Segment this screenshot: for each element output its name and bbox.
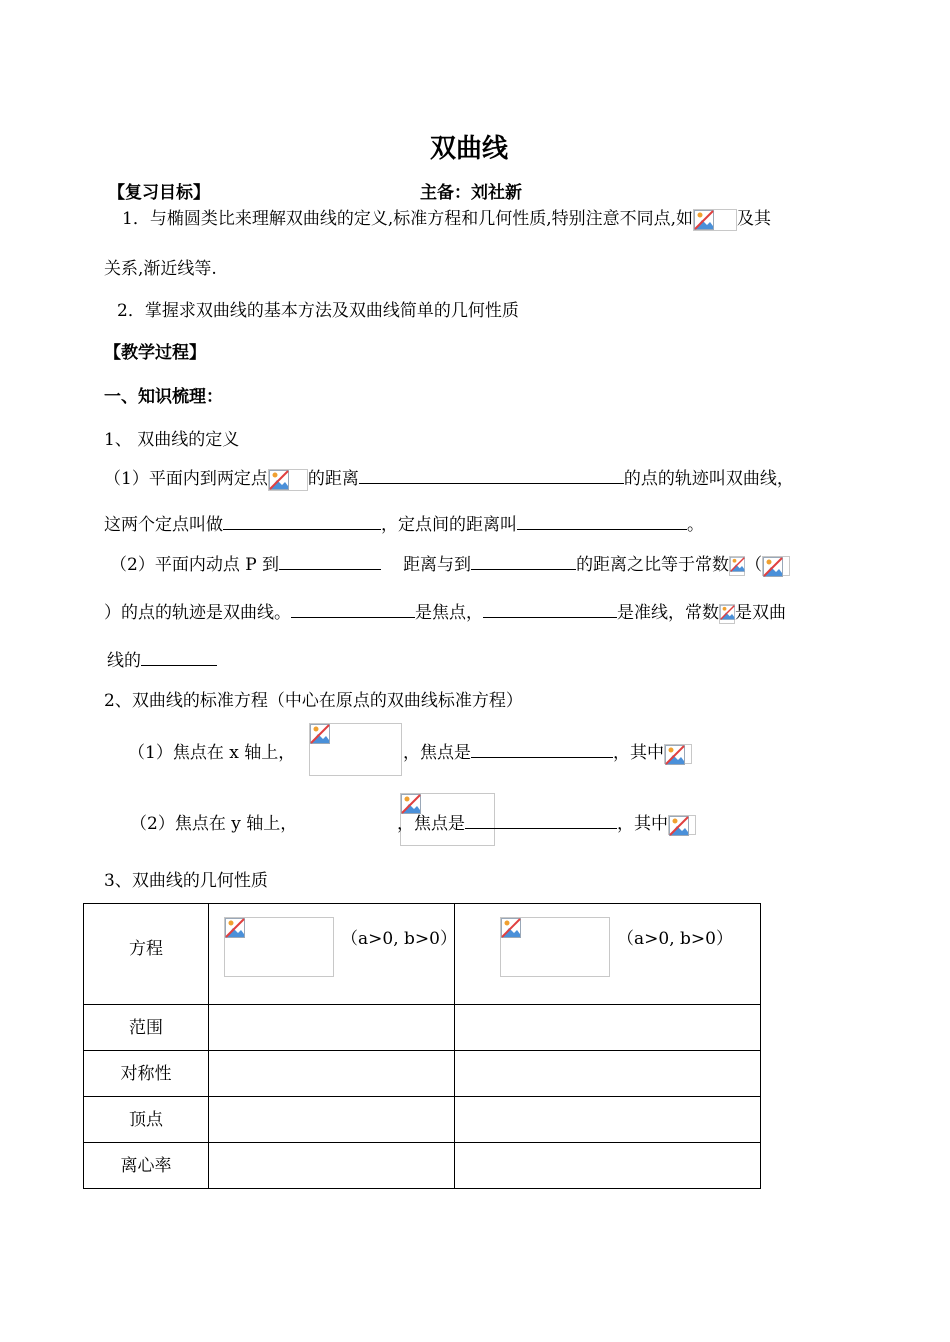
fill-blank[interactable] — [223, 511, 381, 530]
formula-image — [268, 469, 308, 491]
fill-blank[interactable] — [483, 599, 617, 618]
row-label-vertex: 顶点 — [84, 1097, 209, 1143]
formula-image — [762, 556, 790, 576]
definition-1-cont — [104, 510, 704, 535]
def2-text-d: （ — [745, 555, 763, 575]
broken-image-icon — [669, 816, 689, 836]
condition-label: （a>0, b>0） — [617, 929, 733, 949]
std2-text-c: ，其中 — [617, 814, 668, 834]
std-eq-2-tail — [397, 809, 696, 835]
fill-blank[interactable] — [471, 739, 613, 758]
definition-2-cont — [104, 598, 786, 624]
def2-text-c: 的距离之比等于常数 — [576, 555, 730, 575]
table-cell[interactable] — [209, 1143, 455, 1189]
formula-image — [719, 604, 735, 624]
table-cell[interactable] — [455, 1143, 761, 1189]
std-eq-1-tail — [403, 738, 692, 764]
def1-text-a: （1）平面内到两定点 — [104, 469, 268, 489]
def1-text-f: 。 — [687, 515, 704, 535]
fill-blank[interactable] — [279, 551, 381, 570]
definition-title: 1、 双曲线的定义 — [104, 430, 240, 450]
formula-image — [664, 744, 692, 764]
def1-text-e: ，定点间的距离叫 — [381, 515, 517, 535]
table-row — [84, 904, 761, 1005]
broken-image-icon — [665, 745, 685, 765]
def1-text-b: 的距离 — [307, 469, 359, 489]
definition-1 — [104, 464, 794, 491]
def1-text-d: 这两个定点叫做 — [104, 515, 223, 535]
fill-blank[interactable] — [141, 647, 217, 666]
row-label-symmetry: 对称性 — [84, 1051, 209, 1097]
def1-text-c: 的点的轨迹叫双曲线， — [623, 469, 794, 489]
geometry-title: 3、双曲线的几何性质 — [104, 871, 268, 891]
row-label-eccentricity: 离心率 — [84, 1143, 209, 1189]
goal-item-1-tail: 及其 — [737, 209, 772, 229]
fill-blank[interactable] — [359, 465, 624, 484]
table-cell[interactable] — [455, 1005, 761, 1051]
table-cell[interactable] — [209, 1097, 455, 1143]
equation-image — [224, 917, 334, 977]
properties-table — [83, 903, 761, 1189]
std1-text-b: ，焦点是 — [403, 743, 471, 763]
row-label-equation: 方程 — [84, 904, 209, 1005]
def2-text-g: 是准线，常数 — [617, 603, 719, 623]
formula-image — [729, 556, 745, 576]
broken-image-icon — [763, 557, 783, 577]
table-row — [84, 1097, 761, 1143]
goals-heading: 【复习目标】 — [108, 183, 210, 203]
std2-text-b: ，焦点是 — [397, 814, 465, 834]
goal-item-1-cont: 关系,渐近线等. — [104, 259, 217, 279]
condition-label: （a>0, b>0） — [341, 929, 457, 949]
def2-text-i: 线的 — [107, 651, 141, 671]
process-heading: 【教学过程】 — [104, 343, 206, 363]
std-eq-2-label: （2）焦点在 y 轴上， — [130, 814, 298, 834]
formula-image — [668, 815, 696, 835]
row-label-range: 范围 — [84, 1005, 209, 1051]
table-cell[interactable] — [209, 1005, 455, 1051]
page-title: 双曲线 — [430, 134, 509, 164]
broken-image-icon — [730, 557, 745, 572]
std1-text-c: ，其中 — [613, 743, 664, 763]
goal-item-1 — [122, 204, 771, 231]
def2-text-h: 是双曲 — [735, 603, 786, 623]
std-eq-1-label: （1）焦点在 x 轴上， — [128, 743, 296, 763]
table-row — [84, 1005, 761, 1051]
section-1-heading: 一、知识梳理： — [104, 387, 223, 407]
def2-text-e: ）的点的轨迹是双曲线。 — [104, 603, 291, 623]
broken-image-icon — [310, 724, 330, 744]
formula-image — [693, 209, 737, 231]
def2-text-a: （2）平面内动点 P 到 — [110, 555, 280, 575]
table-cell[interactable] — [455, 1051, 761, 1097]
standard-eq-title: 2、双曲线的标准方程（中心在原点的双曲线标准方程） — [104, 691, 523, 711]
goal-item-1-text: 1．与椭圆类比来理解双曲线的定义,标准方程和几何性质,特别注意不同点,如 — [122, 209, 694, 229]
definition-2 — [110, 550, 790, 576]
equation-image — [309, 723, 402, 776]
table-row — [84, 1051, 761, 1097]
author-label: 主备：刘社新 — [420, 183, 522, 203]
broken-image-icon — [269, 470, 289, 490]
def2-text-f: 是焦点， — [415, 603, 483, 623]
def2-text-b: 距离与到 — [403, 555, 472, 575]
equation-cell-1 — [209, 904, 455, 1005]
fill-blank[interactable] — [465, 810, 617, 829]
broken-image-icon — [501, 918, 521, 938]
goal-item-2: 2．掌握求双曲线的基本方法及双曲线简单的几何性质 — [117, 301, 519, 321]
broken-image-icon — [694, 210, 714, 230]
table-row — [84, 1143, 761, 1189]
fill-blank[interactable] — [291, 599, 415, 618]
fill-blank[interactable] — [517, 511, 687, 530]
table-cell[interactable] — [455, 1097, 761, 1143]
fill-blank[interactable] — [471, 551, 576, 570]
equation-image — [500, 917, 610, 977]
equation-cell-2 — [455, 904, 761, 1005]
broken-image-icon — [225, 918, 245, 938]
definition-2-end — [107, 646, 217, 671]
table-cell[interactable] — [209, 1051, 455, 1097]
broken-image-icon — [720, 605, 735, 620]
